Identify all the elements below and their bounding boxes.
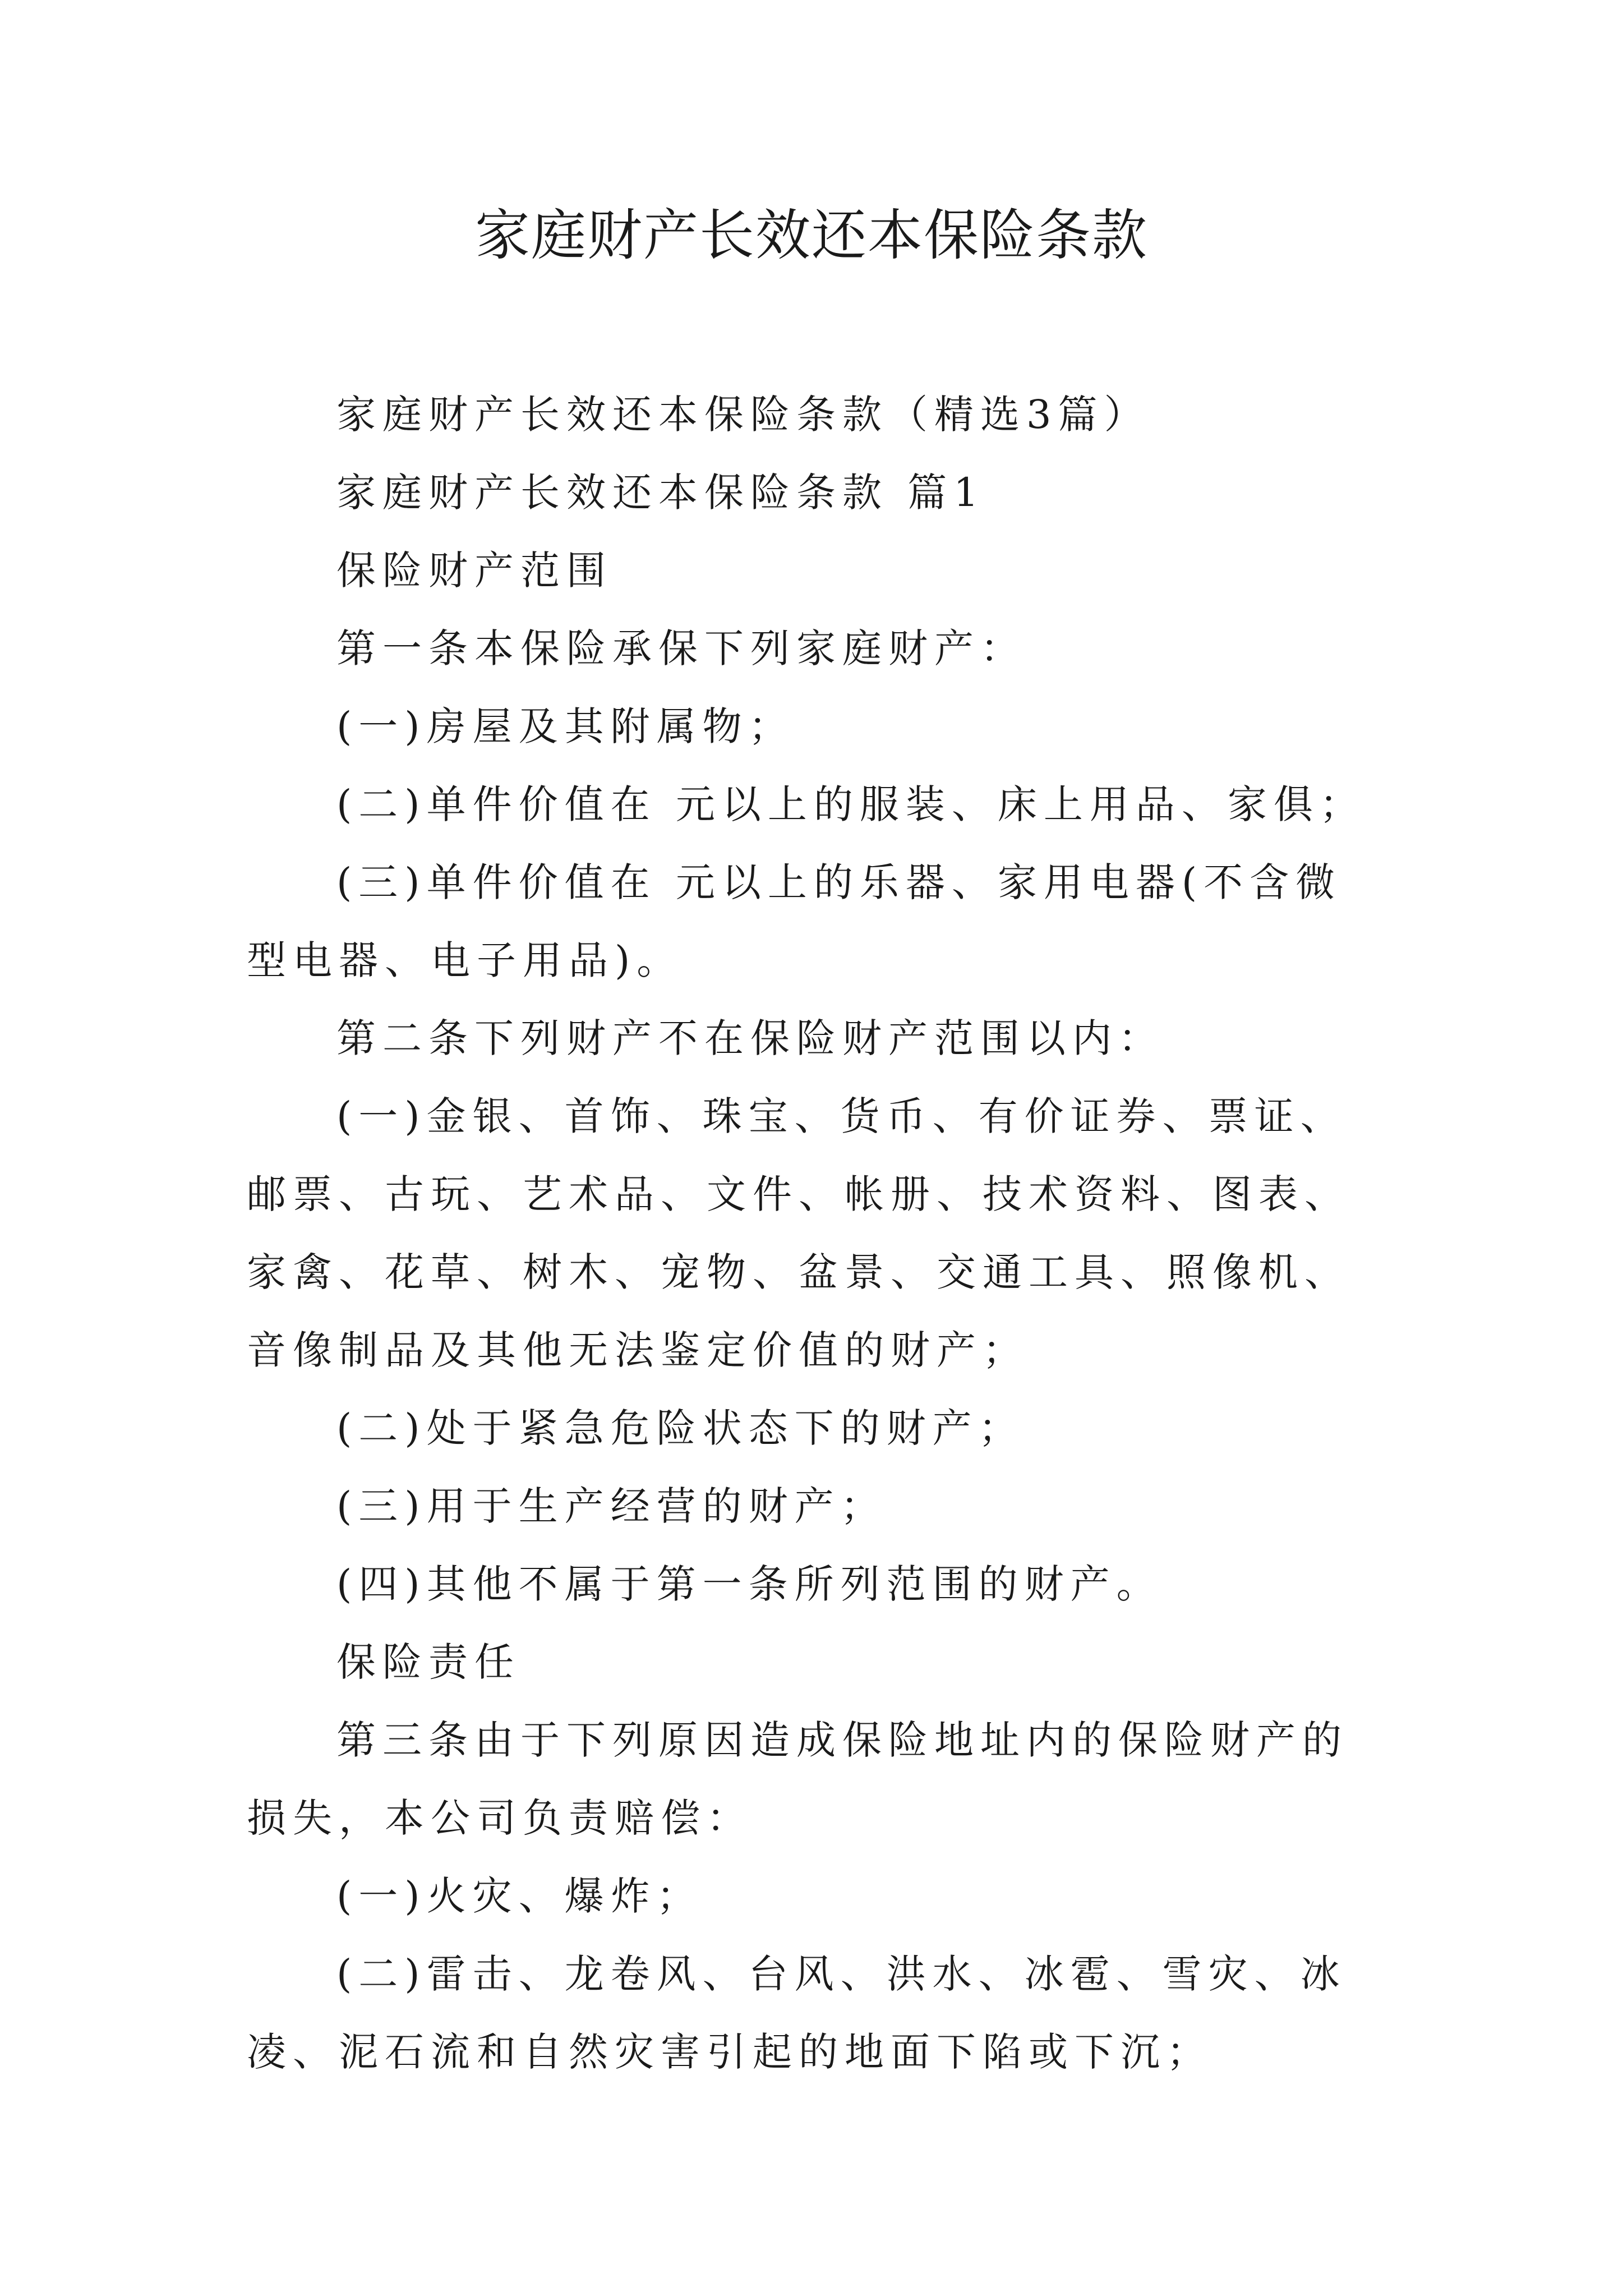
paragraph-item: (四)其他不属于第一条所列范围的财产。	[336, 1561, 1163, 1607]
paragraph-item: (一)火灾、爆炸；	[336, 1873, 703, 1919]
document-body	[247, 376, 1374, 2091]
paragraph-item: (三)用于生产经营的财产；	[336, 1483, 887, 1529]
paragraph-article-1: 第一条本保险承保下列家庭财产：	[336, 625, 1026, 671]
paragraph-heading-scope: 保险财产范围	[336, 547, 612, 593]
paragraph-item: (一)房屋及其附属物；	[336, 703, 795, 749]
paragraph-item: (二)处于紧急危险状态下的财产；	[336, 1405, 1025, 1451]
paragraph-article-3: 第三条由于下列原因造成保险地址内的保险财产的损失，本公司负责赔偿：	[247, 1717, 1348, 1841]
paragraph-item: (二)雷击、龙卷风、台风、洪水、冰雹、雪灾、冰凌、泥石流和自然灾害引起的地面下陷或下沉；	[247, 1951, 1347, 2075]
paragraph-item: (一)金银、首饰、珠宝、货币、有价证券、票证、邮票、古玩、艺术品、文件、帐册、技术资料、图表、家禽、花草、树木、宠物、盆景、交通工具、照像机、音像制品及其他无法鉴定价值的财产；	[247, 1093, 1350, 1373]
paragraph-subtitle: 家庭财产长效还本保险条款（精选3篇）	[336, 392, 1150, 438]
paragraph-article-2: 第二条下列财产不在保险财产范围以内：	[336, 1015, 1164, 1061]
paragraph-heading-liability: 保险责任	[336, 1639, 520, 1685]
document-title: 家庭财产长效还本保险条款	[474, 204, 1148, 268]
paragraph-item: (二)单件价值在 元以上的服装、床上用品、家俱；	[336, 781, 1366, 827]
paragraph-section-heading: 家庭财产长效还本保险条款 篇1	[336, 470, 985, 516]
paragraph-item: (三)单件价值在 元以上的乐器、家用电器(不含微型电器、电子用品)。	[247, 859, 1342, 983]
